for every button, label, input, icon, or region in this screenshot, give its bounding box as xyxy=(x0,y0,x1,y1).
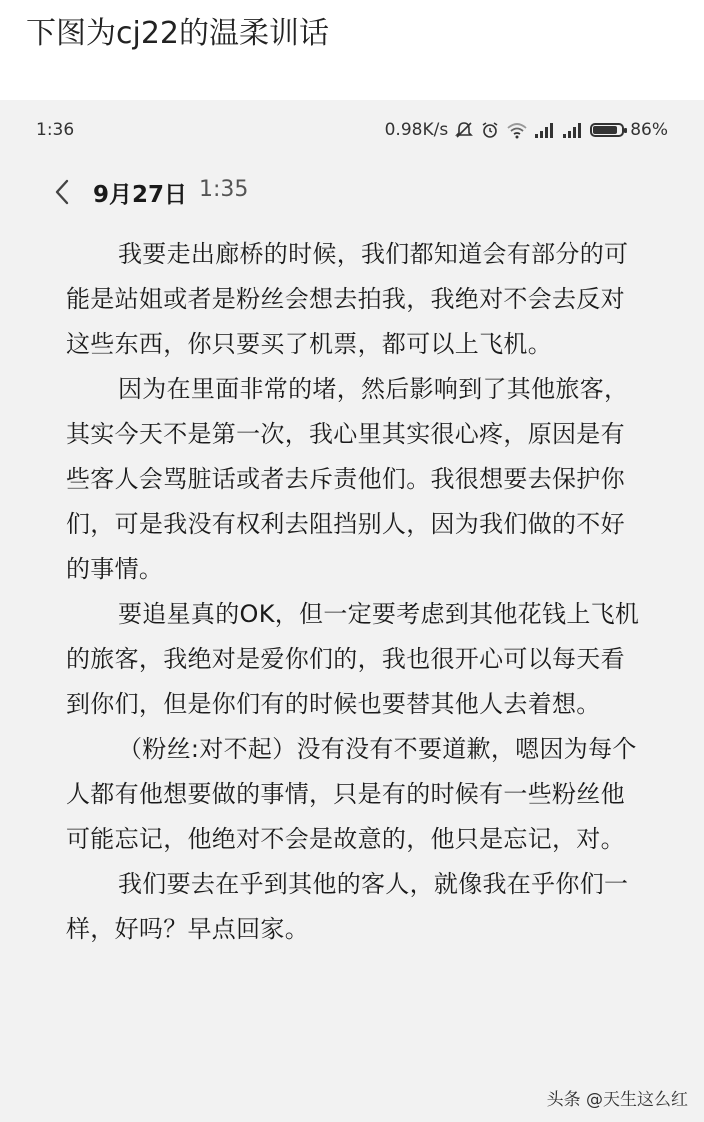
signal-icon xyxy=(534,122,556,138)
battery-percent: 86% xyxy=(630,120,668,140)
back-button[interactable] xyxy=(44,174,80,210)
note-date: 9月27日 xyxy=(93,182,188,208)
chevron-left-icon xyxy=(53,179,71,205)
status-time: 1:36 xyxy=(36,120,75,140)
status-icons xyxy=(385,120,668,140)
phone-screenshot xyxy=(0,100,704,1122)
note-paragraph: 要追星真的OK，但一定要考虑到其他花钱上飞机的旅客，我绝对是爱你们的，我也很开心可以每天看到你们，但是你们有的时候也要替其他人去着想。 xyxy=(66,600,640,718)
alarm-icon xyxy=(480,120,500,140)
mute-icon xyxy=(454,120,474,140)
caption-title: 下图为cj22的温柔训话 xyxy=(26,16,330,51)
source-watermark: 头条 @天生这么红 xyxy=(546,1090,688,1110)
note-time: 1:35 xyxy=(199,177,249,202)
note-paragraph: 因为在里面非常的堵，然后影响到了其他旅客，其实今天不是第一次，我心里其实很心疼，原因是有些客人会骂脏话或者去斥责他们。我很想要去保护你们，可是我没有权利去阻挡别人，因为我们做的不好的事情。 xyxy=(66,375,629,583)
note-paragraph: （粉丝:对不起）没有没有不要道歉，嗯因为每个人都有他想要做的事情，只是有的时候有一些粉丝他可能忘记，他绝对不会是故意的，他只是忘记，对。 xyxy=(66,735,637,853)
battery-fill xyxy=(593,126,617,134)
network-speed: 0.98K/s xyxy=(384,120,449,140)
note-paragraph: 我们要去在乎到其他的客人，就像我在乎你们一样，好吗？早点回家。 xyxy=(66,870,629,943)
note-body[interactable] xyxy=(66,232,640,952)
note-paragraph: 我要走出廊桥的时候，我们都知道会有部分的可能是站姐或者是粉丝会想去拍我，我绝对不会去反对这些东西，你只要买了机票，都可以上飞机。 xyxy=(66,240,629,358)
note-header xyxy=(0,172,704,212)
signal-icon xyxy=(562,122,584,138)
battery-icon xyxy=(590,123,624,137)
wifi-icon xyxy=(506,121,528,139)
status-bar xyxy=(0,116,704,148)
